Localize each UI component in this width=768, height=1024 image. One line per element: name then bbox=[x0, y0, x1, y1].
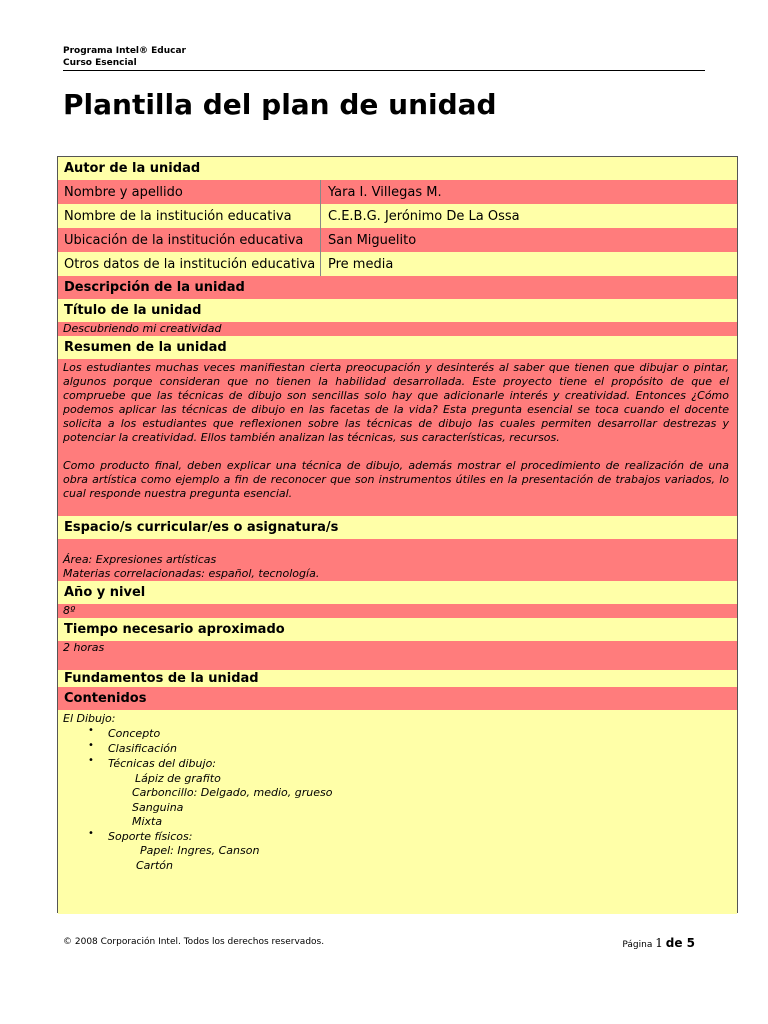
contents-body bbox=[58, 710, 737, 914]
contents-item: Soporte físicos: bbox=[108, 830, 193, 843]
subjects-related: Materias correlacionadas: español, tecnología. bbox=[63, 567, 320, 580]
copyright-text: © 2008 Corporación Intel. Todos los derechos reservados. bbox=[63, 937, 325, 947]
author-row-label: Nombre y apellido bbox=[58, 180, 321, 204]
author-row-name bbox=[58, 180, 737, 204]
page-title: Plantilla del plan de unidad bbox=[63, 88, 497, 121]
bullet-icon: • bbox=[88, 755, 94, 766]
year-heading: Año y nivel bbox=[58, 581, 737, 604]
subjects-heading: Espacio/s curricular/es o asignatura/s bbox=[58, 516, 737, 539]
bullet-icon: • bbox=[88, 725, 94, 736]
author-row-value: Pre media bbox=[328, 256, 394, 272]
contents-item: Técnicas del dibujo: bbox=[108, 757, 217, 770]
contents-subitem: Lápiz de grafito bbox=[135, 772, 221, 785]
author-row-institution bbox=[58, 204, 737, 228]
unit-plan-table bbox=[57, 156, 738, 913]
page-current: 1 bbox=[655, 936, 663, 950]
program-name: Programa Intel® Educar bbox=[63, 46, 186, 56]
subjects-area: Área: Expresiones artísticas bbox=[63, 553, 217, 566]
foundations-heading: Fundamentos de la unidad bbox=[58, 670, 737, 687]
time-value: 2 horas bbox=[58, 641, 737, 670]
unit-title-heading: Título de la unidad bbox=[58, 299, 737, 322]
page-header bbox=[63, 45, 705, 71]
contents-item: Concepto bbox=[108, 727, 161, 740]
year-value: 8º bbox=[58, 604, 737, 618]
contents-subitem: Mixta bbox=[132, 815, 163, 828]
summary-paragraph-1: Los estudiantes muchas veces manifiestan cierta preocupación y desinterés al saber que tienen que dibujar o pintar, algunos porque consideran que no tienen la habilidad desarrollada. Este proyecto tiene el propósito de que el compruebe que las técnicas de dibujo son sencillas solo hay que adicionarle interés y creatividad. Entonces ¿Cómo podemos aplicar las técnicas de dibujo en las facetas de la vida? Esta pregunta esencial se toca cuando el docente solicita a los estudiantes que reflexionen sobre las técnicas de dibujo las cuales permiten desarrollar destrezas y potenciar la creatividad. Ellos también analizan las técnicas, sus características, recursos. bbox=[63, 361, 729, 444]
author-row-label: Otros datos de la institución educativa bbox=[58, 252, 321, 276]
page-word: Página bbox=[622, 940, 653, 950]
author-row-value: C.E.B.G. Jerónimo De La Ossa bbox=[328, 208, 520, 224]
bullet-icon: • bbox=[88, 740, 94, 751]
unit-title-value: Descubriendo mi creatividad bbox=[58, 322, 737, 336]
contents-subitem: Cartón bbox=[136, 859, 173, 872]
summary-body bbox=[58, 359, 737, 516]
description-heading: Descripción de la unidad bbox=[58, 276, 737, 299]
page-number bbox=[622, 936, 695, 950]
author-heading: Autor de la unidad bbox=[58, 157, 737, 180]
contents-subitem: Carboncillo: Delgado, medio, grueso bbox=[132, 786, 333, 799]
page-total: de 5 bbox=[665, 936, 695, 950]
summary-paragraph-2: Como producto final, deben explicar una técnica de dibujo, además mostrar el procedimiento de realización de una obra artística como ejemplo a fin de reconocer que son instrumentos útiles en la presentación de trabajos variados, lo cual responde nuestra pregunta esencial. bbox=[63, 459, 729, 500]
author-row-value: Yara I. Villegas M. bbox=[328, 184, 442, 200]
author-row-location bbox=[58, 228, 737, 252]
author-row-label: Nombre de la institución educativa bbox=[58, 204, 321, 228]
contents-subitem: Sanguina bbox=[132, 801, 184, 814]
summary-heading: Resumen de la unidad bbox=[58, 336, 737, 359]
contents-heading: Contenidos bbox=[58, 687, 737, 710]
author-row-value: San Miguelito bbox=[328, 232, 417, 248]
time-heading: Tiempo necesario aproximado bbox=[58, 618, 737, 641]
author-row-other bbox=[58, 252, 737, 276]
author-row-label: Ubicación de la institución educativa bbox=[58, 228, 321, 252]
contents-intro: El Dibujo: bbox=[63, 712, 116, 725]
contents-subitem: Papel: Ingres, Canson bbox=[140, 844, 260, 857]
bullet-icon: • bbox=[88, 828, 94, 839]
contents-item: Clasificación bbox=[108, 742, 177, 755]
course-name: Curso Esencial bbox=[63, 58, 137, 68]
subjects-body bbox=[58, 539, 737, 581]
